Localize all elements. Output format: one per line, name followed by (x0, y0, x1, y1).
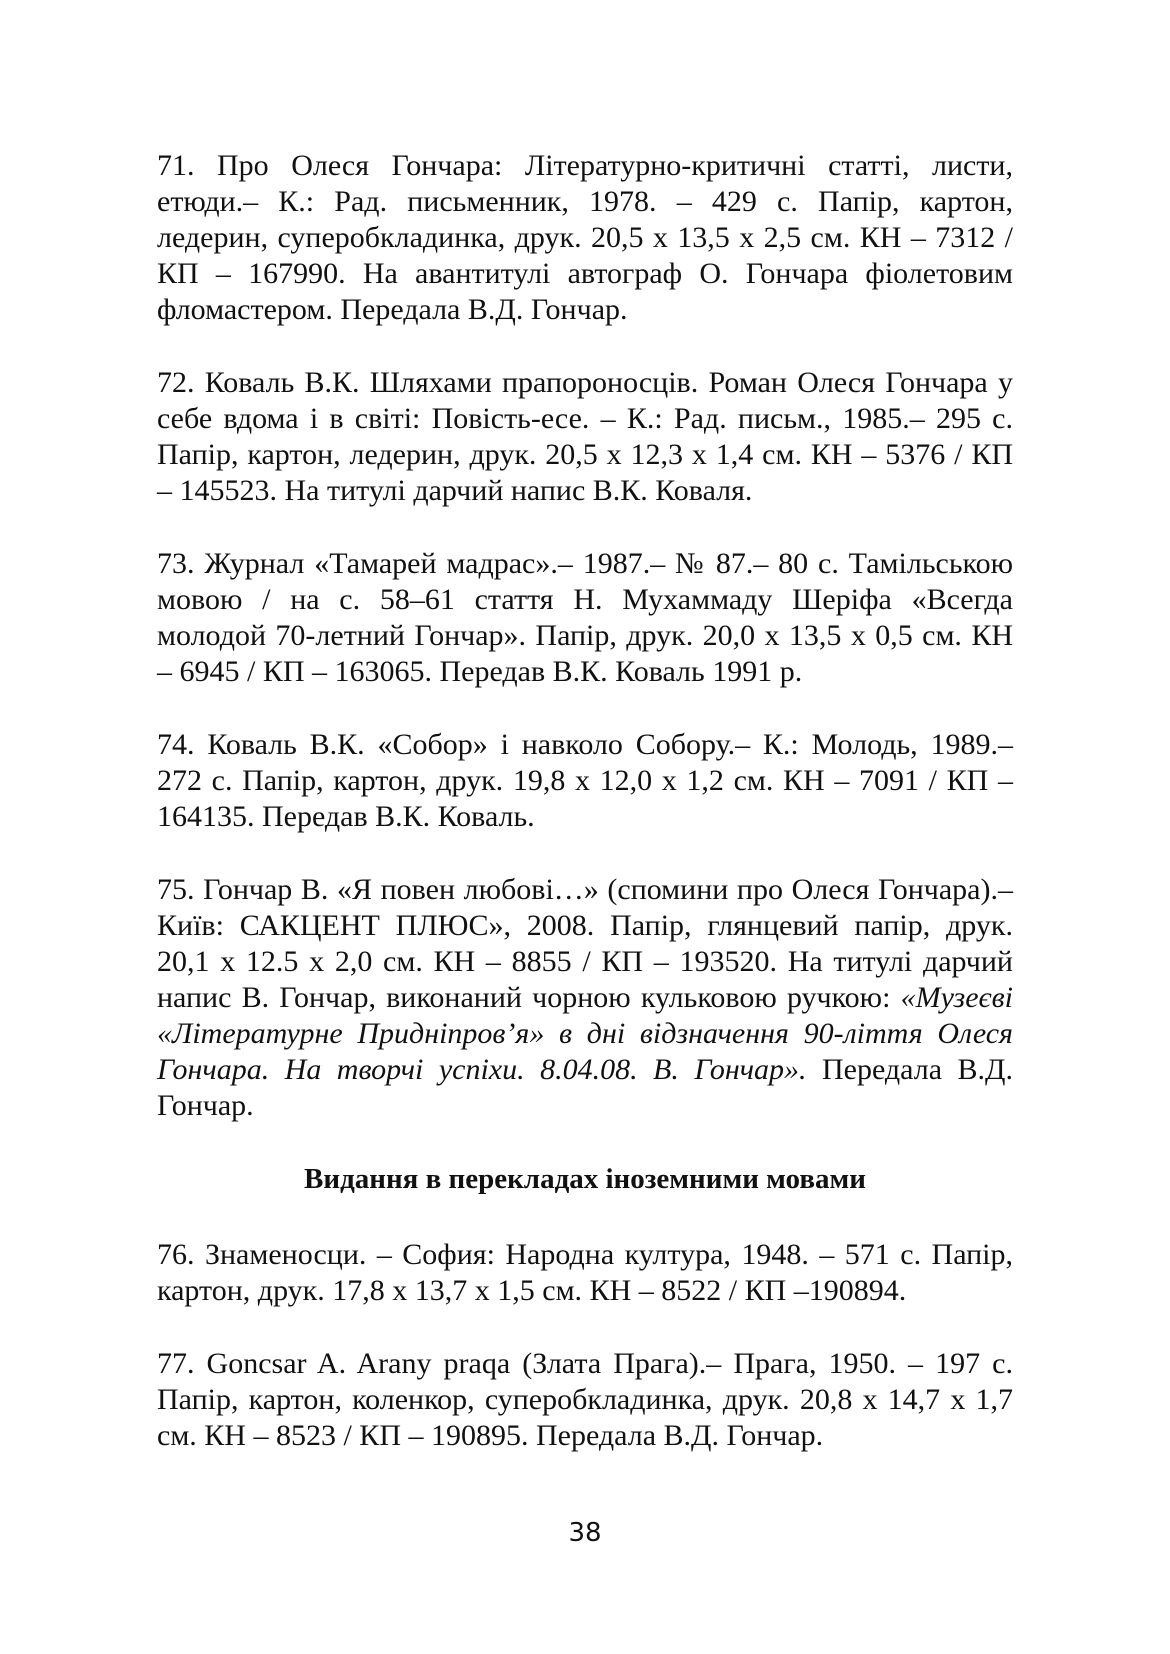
catalog-entry-71: 71. Про Олеся Гончара: Літературно-критичні статті, листи, етюди.– К.: Рад. письменник, 1978. – 429 с. Папір, картон, ледерин, суперобкладинка, друк. 20,5 х 13,5 х 2,5 см. КН – 7312 / КП – 167990. На авантитулі автограф О. Гончара фіолетовим фломастером. Передала В.Д. Гончар. (157, 149, 1013, 326)
catalog-entry-74: 74. Коваль В.К. «Собор» і навколо Собору.– К.: Молодь, 1989.– 272 с. Папір, картон, друк. 19,8 х 12,0 х 1,2 см. КН – 7091 / КП – 164135. Передав В.К. Коваль. (157, 728, 1013, 833)
entry-75-provenance: Передала В.Д. Гончар. (157, 1053, 1013, 1122)
section-heading-translations: Видання в перекладах іноземними мовами (304, 1163, 866, 1195)
catalog-entry-77: 77. Goncsar A. Arany praqa (Злата Прага).– Прага, 1950. – 197 с. Папір, картон, коленкор, суперобкладинка, друк. 20,8 х 14,7 х 1,7 см. КН – 8523 / КП – 190895. Передала В.Д. Гончар. (157, 1347, 1013, 1452)
catalog-entry-76: 76. Знаменосци. – София: Народна култура, 1948. – 571 с. Папір, картон, друк. 17,8 х 13,7 х 1,5 см. КН – 8522 / КП –190894. (157, 1238, 1013, 1307)
entry-75-inscription-quote: «Музеєві «Літературне Придніпров’я» в дні відзначення 90-ліття Олеся Гончара. На творчі успіхи. 8.04.08. В. Гончар». (157, 981, 1013, 1086)
catalog-entry-73: 73. Журнал «Тамарей мадрас».– 1987.– № 87.– 80 с. Тамільською мовою / на с. 58–61 стаття Н. Мухаммаду Шеріфа «Всегда молодой 70-летний Гончар». Папір, друк. 20,0 х 13,5 х 0,5 см. КН – 6945 / КП – 163065. Передав В.К. Коваль 1991 р. (157, 547, 1013, 688)
page-content (157, 148, 1013, 1491)
catalog-entry-75 (157, 872, 1013, 1124)
catalog-entry-72: 72. Коваль В.К. Шляхами прапороносців. Роман Олеся Гончара у себе вдома і в світі: Повість-есе. – К.: Рад. письм., 1985.– 295 с. Папір, картон, ледерин, друк. 20,5 х 12,3 х 1,4 см. КН – 5376 / КП – 145523. На титулі дарчий напис В.К. Коваля. (157, 366, 1013, 507)
page-number: 38 (568, 1518, 602, 1548)
entry-75-description: 75. Гончар В. «Я повен любові…» (спомини про Олеся Гончара).– Київ: САКЦЕНТ ПЛЮС», 2008. Папір, глянцевий папір, друк. 20,1 х 12.5 х 2,0 см. КН – 8855 / КП – 193520. На титулі дарчий напис В. Гончар, виконаний чорною кульковою ручкою: (157, 873, 1013, 1014)
